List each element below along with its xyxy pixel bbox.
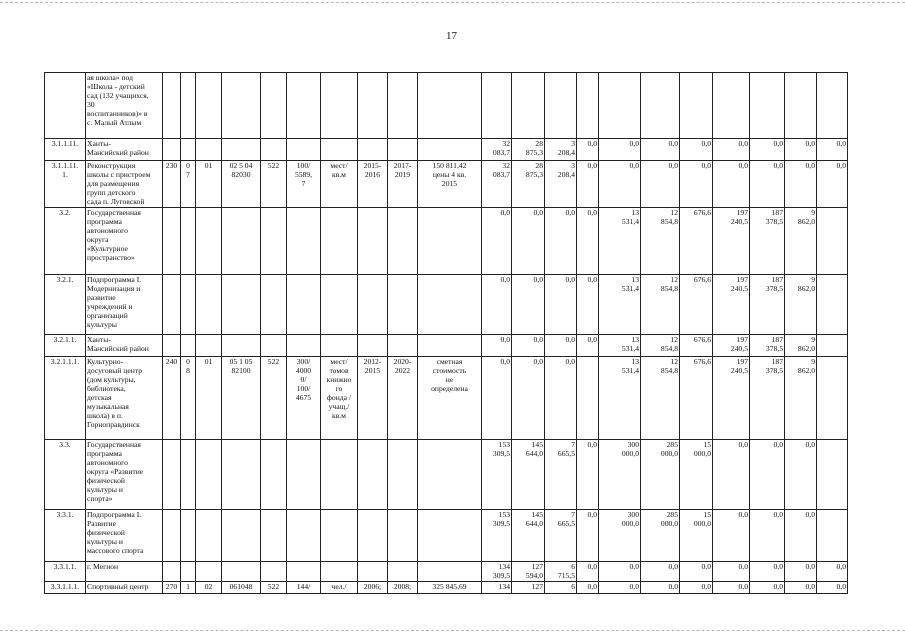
cell-y1-total: 12 854,8 — [641, 275, 680, 335]
cell-cost: 325 845,69 — [418, 582, 482, 594]
cell-target — [222, 562, 261, 582]
cell-y2-total: 187 378,5 — [750, 357, 785, 440]
cell-capacity — [287, 335, 321, 357]
cell-sect — [181, 335, 196, 357]
table-row — [45, 208, 848, 275]
cell-num — [45, 73, 86, 139]
cell-admin: 270 — [163, 582, 181, 594]
cell-period — [388, 139, 418, 161]
cell-admin — [163, 208, 181, 275]
cell-federal: 0,0 — [577, 161, 599, 208]
cell-federal: 0,0 — [577, 562, 599, 582]
cell-other — [599, 73, 641, 139]
cell-other: 13 531,4 — [599, 275, 641, 335]
cell-okrug: 0,0 — [545, 335, 577, 357]
cell-y2-total: 187 378,5 — [750, 275, 785, 335]
cell-y2-okrug — [817, 357, 848, 440]
cell-build-period — [358, 275, 388, 335]
cell-total: 32 083,7 — [482, 161, 512, 208]
cell-build-period — [358, 335, 388, 357]
cell-build-period: 2006; — [358, 582, 388, 594]
table-row — [45, 335, 848, 357]
cell-y2-total: 187 378,5 — [750, 335, 785, 357]
cell-name: Государственная программа автономного округа «Развитие физической культуры и спорта» — [86, 440, 163, 510]
cell-district — [512, 73, 545, 139]
table-row — [45, 73, 848, 139]
cell-federal: 0,0 — [577, 510, 599, 562]
cell-subsect — [196, 510, 222, 562]
cell-admin: 240 — [163, 357, 181, 440]
cell-federal — [577, 357, 599, 440]
cell-expense — [261, 440, 287, 510]
cell-y1-okrug: 0,0 — [713, 139, 750, 161]
cell-y2-district: 0,0 — [785, 161, 817, 208]
cell-name: Государственная программа автономного округа «Культурное пространство» — [86, 208, 163, 275]
cell-district: 0,0 — [512, 275, 545, 335]
cell-num: 3.3.1. — [45, 510, 86, 562]
cell-sect — [181, 275, 196, 335]
cell-num: 3.2.1.1. — [45, 335, 86, 357]
cell-unit — [321, 208, 358, 275]
table-row — [45, 275, 848, 335]
cell-y2-total: 0,0 — [750, 510, 785, 562]
cell-sect — [181, 208, 196, 275]
cell-okrug: 0,0 — [545, 208, 577, 275]
cell-y2-okrug: 0,0 — [817, 562, 848, 582]
cell-period — [388, 73, 418, 139]
cell-cost — [418, 139, 482, 161]
cell-capacity: 300/ 4000 0/ 100/ 4675 — [287, 357, 321, 440]
page-number: 17 — [446, 30, 457, 42]
cell-target — [222, 73, 261, 139]
cell-y1-district — [680, 73, 713, 139]
cell-y1-total: 285 000,0 — [641, 440, 680, 510]
table-row — [45, 562, 848, 582]
cell-period: 2017- 2019 — [388, 161, 418, 208]
cell-total: 134 309,5 — [482, 562, 512, 582]
table-row — [45, 510, 848, 562]
cell-target — [222, 510, 261, 562]
cell-y2-total: 0,0 — [750, 582, 785, 594]
cell-total: 153 309,5 — [482, 510, 512, 562]
cell-subsect — [196, 73, 222, 139]
cell-period — [388, 275, 418, 335]
table-row — [45, 161, 848, 208]
cell-num: 3.3.1.1. — [45, 562, 86, 582]
cell-subsect: 01 — [196, 161, 222, 208]
cell-y1-total: 0,0 — [641, 562, 680, 582]
cell-admin — [163, 73, 181, 139]
cell-period: 2020- 2022 — [388, 357, 418, 440]
cell-unit — [321, 275, 358, 335]
cell-capacity — [287, 510, 321, 562]
cell-y2-district: 9 862,0 — [785, 275, 817, 335]
cell-total — [482, 73, 512, 139]
cell-total: 0,0 — [482, 275, 512, 335]
cell-other: 13 531,4 — [599, 208, 641, 275]
cell-cost: 150 811,42 цены 4 кв. 2015 — [418, 161, 482, 208]
cell-cost — [418, 275, 482, 335]
cell-other: 300 000,0 — [599, 510, 641, 562]
cell-y2-okrug — [817, 208, 848, 275]
cell-unit — [321, 335, 358, 357]
cell-target — [222, 208, 261, 275]
cell-cost: сметная стоимость не определена — [418, 357, 482, 440]
cell-sect — [181, 510, 196, 562]
cell-y1-total: 0,0 — [641, 139, 680, 161]
cell-subsect — [196, 335, 222, 357]
cell-y1-okrug: 0,0 — [713, 440, 750, 510]
cell-name: Подпрограмма I. Развитие физической культуры и массового спорта — [86, 510, 163, 562]
cell-subsect — [196, 208, 222, 275]
cell-expense — [261, 335, 287, 357]
cell-period: 2008; — [388, 582, 418, 594]
cell-district: 127 — [512, 582, 545, 594]
scan-edge-bottom — [0, 630, 905, 631]
cell-federal: 0,0 — [577, 335, 599, 357]
cell-period — [388, 440, 418, 510]
cell-unit — [321, 562, 358, 582]
cell-total: 153 309,5 — [482, 440, 512, 510]
cell-capacity: 144/ — [287, 582, 321, 594]
cell-admin: 230 — [163, 161, 181, 208]
cell-unit — [321, 510, 358, 562]
cell-sect — [181, 562, 196, 582]
cell-capacity — [287, 139, 321, 161]
cell-y1-district: 15 000,0 — [680, 510, 713, 562]
cell-expense — [261, 139, 287, 161]
cell-y2-okrug: 0,0 — [817, 582, 848, 594]
cell-y2-district — [785, 73, 817, 139]
cell-other: 0,0 — [599, 161, 641, 208]
cell-subsect — [196, 440, 222, 510]
cell-okrug: 3 208,4 — [545, 139, 577, 161]
cell-build-period — [358, 440, 388, 510]
cell-y1-district: 676,6 — [680, 357, 713, 440]
cell-unit: чел./ — [321, 582, 358, 594]
cell-subsect: 01 — [196, 357, 222, 440]
cell-district: 28 875,3 — [512, 161, 545, 208]
cell-name: Культурно- досуговый центр (дом культуры, библиотека, детская музыкальная школа) в п. Горноправдинск — [86, 357, 163, 440]
cell-name: Ханты- Мансийский район — [86, 335, 163, 357]
cell-sect: 0 7 — [181, 161, 196, 208]
cell-y2-total — [750, 73, 785, 139]
cell-y2-okrug — [817, 510, 848, 562]
cell-y1-okrug: 0,0 — [713, 562, 750, 582]
cell-target — [222, 139, 261, 161]
cell-y1-total — [641, 73, 680, 139]
cell-district: 0,0 — [512, 357, 545, 440]
cell-unit: мест/ томов книжно го фонда / учащ./ кв.м — [321, 357, 358, 440]
cell-y2-district: 0,0 — [785, 139, 817, 161]
cell-cost — [418, 73, 482, 139]
cell-okrug: 7 665,5 — [545, 510, 577, 562]
cell-total: 0,0 — [482, 335, 512, 357]
cell-unit — [321, 440, 358, 510]
cell-capacity — [287, 562, 321, 582]
cell-name: Реконструкция школы с пристроем для размещения групп детского сада п. Луговской — [86, 161, 163, 208]
cell-y1-okrug: 197 240,5 — [713, 275, 750, 335]
cell-federal: 0,0 — [577, 440, 599, 510]
cell-period — [388, 510, 418, 562]
cell-y1-district: 15 000,0 — [680, 440, 713, 510]
cell-capacity — [287, 275, 321, 335]
cell-other: 0,0 — [599, 562, 641, 582]
cell-y1-okrug — [713, 73, 750, 139]
cell-target — [222, 440, 261, 510]
cell-y1-district: 0,0 — [680, 139, 713, 161]
cell-district: 0,0 — [512, 335, 545, 357]
cell-subsect — [196, 139, 222, 161]
table-row — [45, 357, 848, 440]
cell-total: 32 083,7 — [482, 139, 512, 161]
cell-okrug: 6 — [545, 582, 577, 594]
cell-capacity — [287, 440, 321, 510]
cell-capacity — [287, 208, 321, 275]
cell-y2-okrug — [817, 275, 848, 335]
cell-y2-district: 0,0 — [785, 440, 817, 510]
cell-admin — [163, 335, 181, 357]
cell-period — [388, 208, 418, 275]
cell-okrug: 0,0 — [545, 275, 577, 335]
cell-target — [222, 275, 261, 335]
cell-subsect: 02 — [196, 582, 222, 594]
cell-cost — [418, 510, 482, 562]
cell-y1-district: 0,0 — [680, 562, 713, 582]
cell-sect — [181, 73, 196, 139]
cell-y1-okrug: 0,0 — [713, 582, 750, 594]
capital-investment-table — [44, 72, 848, 594]
cell-unit — [321, 73, 358, 139]
cell-y1-okrug: 197 240,5 — [713, 335, 750, 357]
cell-expense — [261, 510, 287, 562]
cell-y1-district: 0,0 — [680, 582, 713, 594]
cell-name: Ханты- Мансийский район — [86, 139, 163, 161]
cell-district: 28 875,3 — [512, 139, 545, 161]
cell-y2-okrug — [817, 440, 848, 510]
cell-name: ая школа» под «Школа - детский сад (132 учащихся, 30 воспитанников)» в с. Малый Атлым — [86, 73, 163, 139]
cell-capacity — [287, 73, 321, 139]
cell-num: 3.2. — [45, 208, 86, 275]
cell-subsect — [196, 275, 222, 335]
cell-district: 0,0 — [512, 208, 545, 275]
cell-cost — [418, 335, 482, 357]
cell-total: 0,0 — [482, 208, 512, 275]
cell-y1-total: 12 854,8 — [641, 335, 680, 357]
cell-expense: 522 — [261, 357, 287, 440]
cell-unit: мест/ кв.м — [321, 161, 358, 208]
table-row — [45, 582, 848, 594]
cell-y2-district: 0,0 — [785, 582, 817, 594]
cell-period — [388, 562, 418, 582]
cell-cost — [418, 562, 482, 582]
cell-num: 3.3.1.1.1. — [45, 582, 86, 594]
cell-num: 3.2.1.1.1. — [45, 357, 86, 440]
cell-y1-total: 0,0 — [641, 161, 680, 208]
cell-y1-district: 676,6 — [680, 335, 713, 357]
cell-y1-district: 0,0 — [680, 161, 713, 208]
cell-target — [222, 335, 261, 357]
cell-okrug: 7 665,5 — [545, 440, 577, 510]
cell-admin — [163, 510, 181, 562]
cell-y2-okrug: 0,0 — [817, 161, 848, 208]
cell-capacity: 100/ 5589, 7 — [287, 161, 321, 208]
table-row — [45, 139, 848, 161]
table-row — [45, 440, 848, 510]
cell-y2-total: 0,0 — [750, 139, 785, 161]
cell-y2-district: 0,0 — [785, 562, 817, 582]
cell-cost — [418, 440, 482, 510]
cell-target: 061048 — [222, 582, 261, 594]
cell-y1-total: 12 854,8 — [641, 357, 680, 440]
cell-y2-district: 0,0 — [785, 510, 817, 562]
cell-other: 0,0 — [599, 582, 641, 594]
cell-expense — [261, 275, 287, 335]
scan-edge-top — [0, 2, 905, 3]
cell-federal: 0,0 — [577, 582, 599, 594]
cell-total: 0,0 — [482, 357, 512, 440]
cell-other: 0,0 — [599, 139, 641, 161]
cell-name: г. Мегион — [86, 562, 163, 582]
cell-expense: 522 — [261, 582, 287, 594]
cell-build-period: 2012- 2015 — [358, 357, 388, 440]
cell-y1-okrug: 197 240,5 — [713, 208, 750, 275]
cell-y2-total: 0,0 — [750, 161, 785, 208]
cell-build-period — [358, 73, 388, 139]
cell-y2-total: 187 378,5 — [750, 208, 785, 275]
cell-y2-okrug: 0,0 — [817, 139, 848, 161]
cell-federal: 0,0 — [577, 208, 599, 275]
cell-district: 145 644,0 — [512, 510, 545, 562]
cell-admin — [163, 139, 181, 161]
cell-build-period — [358, 510, 388, 562]
cell-admin — [163, 275, 181, 335]
cell-y2-okrug — [817, 335, 848, 357]
cell-sect — [181, 139, 196, 161]
cell-period — [388, 335, 418, 357]
cell-y2-total: 0,0 — [750, 440, 785, 510]
cell-sect: 0 8 — [181, 357, 196, 440]
cell-okrug: 0,0 — [545, 357, 577, 440]
cell-y2-district: 9 862,0 — [785, 357, 817, 440]
cell-expense: 522 — [261, 161, 287, 208]
cell-name: Подпрограмма I. Модернизация и развитие учреждений и организаций культуры — [86, 275, 163, 335]
cell-y2-district: 9 862,0 — [785, 208, 817, 275]
cell-okrug: 3 208,4 — [545, 161, 577, 208]
cell-y1-district: 676,6 — [680, 275, 713, 335]
cell-federal: 0,0 — [577, 275, 599, 335]
cell-federal — [577, 73, 599, 139]
cell-sect — [181, 440, 196, 510]
cell-district: 127 594,0 — [512, 562, 545, 582]
cell-y1-okrug: 0,0 — [713, 510, 750, 562]
cell-target: 05 1 05 82100 — [222, 357, 261, 440]
cell-y1-okrug: 0,0 — [713, 161, 750, 208]
cell-target: 02 5 04 82030 — [222, 161, 261, 208]
cell-okrug — [545, 73, 577, 139]
cell-unit — [321, 139, 358, 161]
cell-build-period: 2015- 2016 — [358, 161, 388, 208]
cell-total: 134 — [482, 582, 512, 594]
cell-num: 3.1.1.11. 1. — [45, 161, 86, 208]
cell-other: 300 000,0 — [599, 440, 641, 510]
cell-y1-okrug: 197 240,5 — [713, 357, 750, 440]
cell-y2-district: 9 862,0 — [785, 335, 817, 357]
cell-build-period — [358, 208, 388, 275]
cell-num: 3.1.1.11. — [45, 139, 86, 161]
cell-name: Спортивный центр — [86, 582, 163, 594]
cell-subsect — [196, 562, 222, 582]
cell-y1-total: 285 000,0 — [641, 510, 680, 562]
cell-y1-total: 0,0 — [641, 582, 680, 594]
cell-y1-total: 12 854,8 — [641, 208, 680, 275]
cell-admin — [163, 440, 181, 510]
cell-cost — [418, 208, 482, 275]
cell-other: 13 531,4 — [599, 335, 641, 357]
cell-build-period — [358, 139, 388, 161]
cell-okrug: 6 715,5 — [545, 562, 577, 582]
cell-num: 3.3. — [45, 440, 86, 510]
cell-y2-okrug — [817, 73, 848, 139]
cell-district: 145 644,0 — [512, 440, 545, 510]
cell-admin — [163, 562, 181, 582]
cell-expense — [261, 208, 287, 275]
cell-other: 13 531,4 — [599, 357, 641, 440]
cell-build-period — [358, 562, 388, 582]
cell-expense — [261, 73, 287, 139]
cell-sect: 1 — [181, 582, 196, 594]
cell-expense — [261, 562, 287, 582]
cell-federal: 0,0 — [577, 139, 599, 161]
cell-num: 3.2.1. — [45, 275, 86, 335]
cell-y1-district: 676,6 — [680, 208, 713, 275]
cell-y2-total: 0,0 — [750, 562, 785, 582]
